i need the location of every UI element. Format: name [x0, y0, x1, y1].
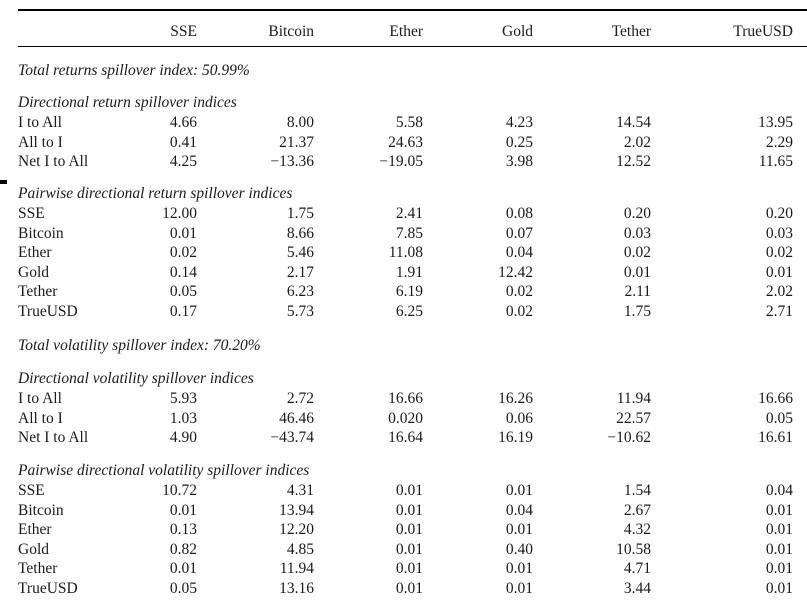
- cell-bitcoin: 8.66: [286, 224, 314, 242]
- cell-sse: 5.93: [169, 390, 197, 407]
- cell-bitcoin: 5.73: [286, 303, 314, 320]
- cell-bitcoin: 21.37: [279, 133, 314, 151]
- cell-trueusd: 11.65: [758, 153, 793, 171]
- cell-trueusd: 0.01: [765, 263, 793, 281]
- cell-trueusd: 2.71: [765, 303, 793, 320]
- row-label: Net I to All: [18, 429, 89, 447]
- cell-sse: 0.41: [169, 133, 197, 151]
- cell-gold: 0.01: [505, 580, 533, 597]
- cell-tether: 10.58: [616, 540, 651, 558]
- table-row: [18, 113, 807, 133]
- cell-tether: 2.67: [623, 501, 651, 519]
- table-row: [18, 282, 807, 302]
- cell-sse: 4.66: [169, 114, 197, 131]
- cell-tether: 11.94: [616, 390, 651, 407]
- cell-trueusd: 2.02: [765, 283, 793, 301]
- cell-ether: 0.01: [395, 482, 423, 499]
- table-row: [18, 540, 807, 560]
- cell-ether: 0.020: [388, 409, 423, 427]
- table-row: [18, 428, 807, 448]
- margin-mark: [0, 180, 7, 184]
- cell-trueusd: 0.01: [765, 560, 793, 578]
- cell-sse: 0.01: [169, 560, 197, 578]
- column-header-tether: Tether: [611, 23, 651, 40]
- table-row: [18, 224, 807, 244]
- row-label: All to I: [18, 409, 63, 427]
- cell-tether: 3.44: [623, 580, 651, 597]
- cell-bitcoin: 4.31: [286, 482, 314, 499]
- cell-tether: 12.52: [616, 153, 651, 171]
- cell-trueusd: 0.03: [765, 224, 793, 242]
- cell-bitcoin: 11.94: [279, 560, 314, 578]
- cell-gold: 0.01: [505, 521, 533, 539]
- cell-trueusd: 0.04: [765, 482, 793, 499]
- cell-trueusd: 0.01: [765, 540, 793, 558]
- cell-sse: 4.90: [169, 429, 197, 447]
- cell-bitcoin: 2.17: [286, 263, 314, 281]
- table-row: [18, 520, 807, 540]
- cell-gold: 3.98: [505, 153, 533, 171]
- table-top-rule: [18, 9, 807, 11]
- cell-sse: 0.82: [169, 540, 197, 558]
- cell-tether: 22.57: [616, 409, 651, 427]
- cell-ether: 7.85: [395, 224, 423, 242]
- cell-sse: 0.17: [169, 303, 197, 320]
- cell-sse: 0.02: [169, 244, 197, 262]
- row-label: Net I to All: [18, 153, 89, 171]
- cell-sse: 0.01: [169, 224, 197, 242]
- table-row: [18, 243, 807, 263]
- row-label: I to All: [18, 114, 62, 131]
- row-label: SSE: [18, 482, 45, 499]
- cell-gold: 0.04: [505, 244, 533, 262]
- cell-sse: 0.01: [169, 501, 197, 519]
- row-label: I to All: [18, 390, 62, 407]
- cell-ether: −19.05: [379, 153, 423, 171]
- cell-gold: 0.04: [505, 501, 533, 519]
- cell-gold: 0.01: [505, 482, 533, 499]
- cell-sse: 1.03: [169, 409, 197, 427]
- table-row: [18, 133, 807, 153]
- cell-trueusd: 2.29: [765, 133, 793, 151]
- pairwise-volatility-title: Pairwise directional volatility spillover indices: [18, 462, 310, 479]
- cell-gold: 0.02: [505, 283, 533, 301]
- directional-return-title: Directional return spillover indices: [18, 94, 237, 111]
- table-row: [18, 501, 807, 521]
- cell-ether: 0.01: [395, 560, 423, 578]
- column-header-ether: Ether: [389, 23, 423, 40]
- cell-sse: 10.72: [162, 482, 197, 499]
- row-label: Gold: [18, 263, 49, 281]
- row-label: Ether: [18, 244, 52, 262]
- cell-bitcoin: 13.16: [279, 580, 314, 597]
- pairwise-return-title: Pairwise directional return spillover indices: [18, 185, 293, 202]
- cell-tether: 2.02: [623, 133, 651, 151]
- cell-ether: 0.01: [395, 580, 423, 597]
- cell-ether: 0.01: [395, 501, 423, 519]
- column-header-sse: SSE: [170, 23, 197, 40]
- cell-gold: 16.26: [498, 390, 533, 407]
- row-label: Bitcoin: [18, 224, 64, 242]
- cell-gold: 0.02: [505, 303, 533, 320]
- cell-bitcoin: 13.94: [279, 501, 314, 519]
- row-label: Tether: [18, 560, 58, 578]
- table-row: [18, 389, 807, 409]
- column-header-row: [18, 22, 807, 42]
- cell-trueusd: 0.02: [765, 244, 793, 262]
- cell-bitcoin: 4.85: [286, 540, 314, 558]
- cell-bitcoin: 6.23: [286, 283, 314, 301]
- column-header-trueusd: TrueUSD: [733, 23, 793, 40]
- cell-bitcoin: 1.75: [286, 205, 314, 222]
- table-row: [18, 409, 807, 429]
- row-label: TrueUSD: [18, 580, 78, 597]
- cell-trueusd: 0.05: [765, 409, 793, 427]
- directional-volatility-title: Directional volatility spillover indices: [18, 370, 254, 387]
- cell-tether: 0.01: [623, 263, 651, 281]
- cell-sse: 4.25: [169, 153, 197, 171]
- cell-ether: 0.01: [395, 540, 423, 558]
- cell-sse: 12.00: [162, 205, 197, 222]
- table-row: [18, 152, 807, 172]
- table-header-rule: [18, 46, 807, 47]
- cell-ether: 6.19: [395, 283, 423, 301]
- cell-gold: 16.19: [498, 429, 533, 447]
- cell-sse: 0.13: [169, 521, 197, 539]
- cell-gold: 0.01: [505, 560, 533, 578]
- cell-trueusd: 0.01: [765, 580, 793, 597]
- cell-ether: 2.41: [395, 205, 423, 222]
- cell-trueusd: 16.61: [758, 429, 793, 447]
- table-row: [18, 302, 807, 322]
- cell-bitcoin: 8.00: [286, 114, 314, 131]
- column-header-gold: Gold: [502, 23, 533, 40]
- cell-tether: 4.71: [623, 560, 651, 578]
- row-label: Ether: [18, 521, 52, 539]
- cell-ether: 5.58: [395, 114, 423, 131]
- row-label: Gold: [18, 540, 49, 558]
- cell-bitcoin: −43.74: [270, 429, 314, 447]
- cell-tether: 4.32: [623, 521, 651, 539]
- cell-tether: 1.75: [623, 303, 651, 320]
- cell-sse: 0.05: [169, 580, 197, 597]
- cell-tether: 14.54: [616, 114, 651, 131]
- table-row: [18, 579, 807, 599]
- cell-bitcoin: 12.20: [279, 521, 314, 539]
- cell-tether: 0.03: [623, 224, 651, 242]
- row-label: SSE: [18, 205, 45, 222]
- cell-sse: 0.14: [169, 263, 197, 281]
- cell-gold: 0.40: [505, 540, 533, 558]
- cell-ether: 16.64: [388, 429, 423, 447]
- cell-gold: 0.08: [505, 205, 533, 222]
- cell-tether: 0.20: [623, 205, 651, 222]
- cell-tether: 2.11: [624, 283, 651, 301]
- cell-trueusd: 13.95: [758, 114, 793, 131]
- cell-ether: 6.25: [395, 303, 423, 320]
- table-row: [18, 204, 807, 224]
- cell-ether: 11.08: [388, 244, 423, 262]
- row-label: TrueUSD: [18, 303, 78, 320]
- cell-gold: 0.25: [505, 133, 533, 151]
- column-header-bitcoin: Bitcoin: [268, 23, 314, 40]
- total-volatility-spillover: Total volatility spillover index: 70.20%: [18, 337, 261, 354]
- cell-ether: 0.01: [395, 521, 423, 539]
- total-returns-spillover: Total returns spillover index: 50.99%: [18, 62, 250, 79]
- cell-trueusd: 0.20: [765, 205, 793, 222]
- row-label: Tether: [18, 283, 58, 301]
- cell-tether: 0.02: [623, 244, 651, 262]
- cell-trueusd: 0.01: [765, 521, 793, 539]
- cell-gold: 0.07: [505, 224, 533, 242]
- table-row: [18, 559, 807, 579]
- cell-bitcoin: 2.72: [286, 390, 314, 407]
- cell-sse: 0.05: [169, 283, 197, 301]
- row-label: Bitcoin: [18, 501, 64, 519]
- cell-bitcoin: 46.46: [279, 409, 314, 427]
- cell-tether: −10.62: [607, 429, 651, 447]
- cell-gold: 4.23: [505, 114, 533, 131]
- cell-ether: 16.66: [388, 390, 423, 407]
- cell-tether: 1.54: [623, 482, 651, 499]
- cell-bitcoin: −13.36: [270, 153, 314, 171]
- cell-trueusd: 16.66: [758, 390, 793, 407]
- cell-ether: 24.63: [388, 133, 423, 151]
- cell-trueusd: 0.01: [765, 501, 793, 519]
- row-label: All to I: [18, 133, 63, 151]
- table-row: [18, 481, 807, 501]
- cell-gold: 0.06: [505, 409, 533, 427]
- cell-bitcoin: 5.46: [286, 244, 314, 262]
- table-row: [18, 263, 807, 283]
- cell-ether: 1.91: [395, 263, 423, 281]
- cell-gold: 12.42: [498, 263, 533, 281]
